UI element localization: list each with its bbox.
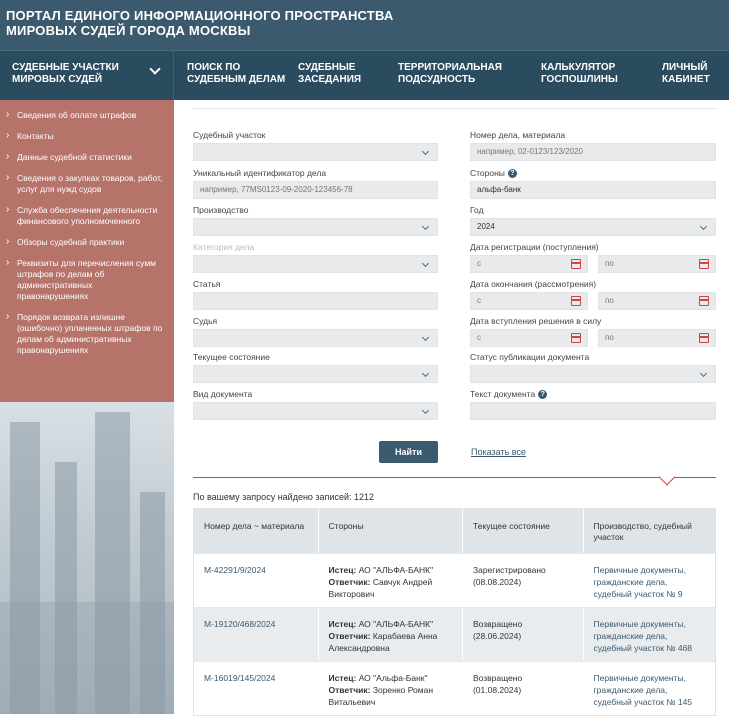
effective-date-field: Дата вступления решения в силу с по [470,316,716,347]
article-field: Статья [193,279,438,310]
doc-type-select[interactable] [193,402,438,420]
current-state-field: Текущее состояние [193,352,438,383]
top-navigation [0,50,729,100]
case-state: Возвращено (28.06.2024) [463,608,584,661]
case-production-link[interactable]: Первичные документы, гражданские дела, судебный участок № 9 [593,565,686,599]
case-production-link[interactable]: Первичные документы, гражданские дела, судебный участок № 468 [593,619,693,653]
doc-text-input[interactable] [470,402,716,420]
effective-date-to-input[interactable]: по [598,329,716,347]
sidebar-item-statistics[interactable]: › Данные судебной статистики [0,152,174,163]
nav-court-sessions[interactable]: СУДЕБНЫЕ ЗАСЕДАНИЯ [298,62,362,85]
judge-field: Судья [193,316,438,347]
year-field: Год 2024 [470,205,716,236]
search-page [174,100,729,714]
sidebar-item-procurement[interactable]: › Сведения о закупках товаров, работ, услуг для нужд судов [0,173,174,195]
results-count: По вашему запросу найдено записей: 1212 [193,492,375,502]
chevron-down-icon [149,63,160,74]
end-date-to-input[interactable]: по [598,292,716,310]
sidebar-item-contacts[interactable]: › Контакты [0,131,174,142]
sidebar-item-refund-procedure[interactable]: › Порядок возврата излишне (ошибочно) уплаченных штрафов по делам об административных правонарушениях [0,312,174,356]
case-parties: Истец: АО "Альфа-Банк" Ответчик: Зоренко Роман Витальевич [319,662,463,715]
sidebar-item-fines[interactable]: › Сведения об оплате штрафов [0,110,174,121]
help-icon[interactable]: ? [538,390,547,399]
find-button[interactable]: Найти [379,441,438,463]
year-select[interactable]: 2024 [470,218,716,236]
column-header-number[interactable]: Номер дела ~ материала [194,509,319,553]
show-all-link[interactable]: Показать все [471,447,526,457]
nav-account[interactable]: ЛИЧНЫЙ КАБИНЕТ [662,62,710,85]
court-district-select[interactable] [193,143,438,161]
city-background-image [0,402,174,714]
end-date-field: Дата окончания (рассмотрения) с по [470,279,716,310]
calendar-icon[interactable] [571,259,581,269]
article-input[interactable] [193,292,438,310]
proceeding-select[interactable] [193,218,438,236]
reg-date-to-input[interactable]: по [598,255,716,273]
table-row [194,661,715,715]
case-number-field: Номер дела, материала например, 02-0123/123/2020 [470,130,716,161]
judge-select[interactable] [193,329,438,347]
calendar-icon[interactable] [699,333,709,343]
pub-status-select[interactable] [470,365,716,383]
current-state-select[interactable] [193,365,438,383]
sidebar [0,100,174,402]
calendar-icon[interactable] [571,333,581,343]
nav-case-search[interactable]: ПОИСК ПО СУДЕБНЫМ ДЕЛАМ [187,62,286,85]
calendar-icon[interactable] [699,296,709,306]
reg-date-field: Дата регистрации (поступления) с по [470,242,716,273]
uid-input[interactable]: например, 77MS0123-09-2020-123456-78 [193,181,438,199]
pub-status-field: Статус публикации документа [470,352,716,383]
calendar-icon[interactable] [699,259,709,269]
chevron-down-icon [659,469,676,486]
divider [193,108,716,109]
sidebar-item-practice-reviews[interactable]: › Обзоры судебной практики [0,237,174,248]
case-number-link[interactable]: М-19120/468/2024 [204,619,276,629]
proceeding-field: Производство [193,205,438,236]
case-parties: Истец: АО "АЛЬФА-БАНК" Ответчик: Карабаева Анна Александровна [319,608,463,661]
end-date-from-input[interactable]: с [470,292,588,310]
doc-text-field: Текст документа ? [470,389,716,420]
nav-jurisdiction[interactable]: ТЕРРИТОРИАЛЬНАЯ ПОДСУДНОСТЬ [398,62,502,85]
site-header [0,0,729,50]
case-number-input[interactable]: например, 02-0123/123/2020 [470,143,716,161]
parties-field: Стороны ? альфа-банк [470,168,716,199]
nav-fee-calculator[interactable]: КАЛЬКУЛЯТОР ГОСПОШЛИНЫ [541,62,618,85]
calendar-icon[interactable] [571,296,581,306]
column-header-state: Текущее состояние [463,509,584,553]
case-parties: Истец: АО "АЛЬФА-БАНК" Ответчик: Савчук Андрей Викторович [319,554,463,607]
case-state: Возвращено (01.08.2024) [463,662,584,715]
category-field: Категория дела [193,242,438,273]
site-title[interactable]: ПОРТАЛ ЕДИНОГО ИНФОРМАЦИОННОГО ПРОСТРАНСТВА МИРОВЫХ СУДЕЙ ГОРОДА МОСКВЫ [6,8,394,38]
column-header-production: Производство, судебный участок [593,521,692,542]
parties-input[interactable]: альфа-банк [470,181,716,199]
sidebar-item-fine-requisites[interactable]: › Реквизиты для перечисления сумм штрафов по делам об административных правонарушениях [0,258,174,302]
help-icon[interactable]: ? [508,169,517,178]
case-number-link[interactable]: М-16019/145/2024 [204,673,276,683]
doc-type-field: Вид документа [193,389,438,420]
uid-field: Уникальный идентификатор дела например, 77MS0123-09-2020-123456-78 [193,168,438,199]
reg-date-from-input[interactable]: с [470,255,588,273]
case-production-link[interactable]: Первичные документы, гражданские дела, судебный участок № 145 [593,673,693,707]
results-table [193,508,716,716]
divider [193,477,716,478]
case-number-link[interactable]: М-42291/9/2024 [204,565,266,575]
sidebar-item-financial-ombudsman[interactable]: › Служба обеспечения деятельности финансового уполномоченного [0,205,174,227]
column-header-parties: Стороны [319,509,463,553]
table-header [194,509,715,553]
category-select[interactable] [193,255,438,273]
table-row [194,607,715,661]
court-district-field: Судебный участок [193,130,438,161]
nav-court-districts[interactable]: СУДЕБНЫЕ УЧАСТКИ МИРОВЫХ СУДЕЙ [0,51,174,101]
effective-date-from-input[interactable]: с [470,329,588,347]
table-row [194,553,715,607]
case-state: Зарегистрировано (08.08.2024) [463,554,584,607]
